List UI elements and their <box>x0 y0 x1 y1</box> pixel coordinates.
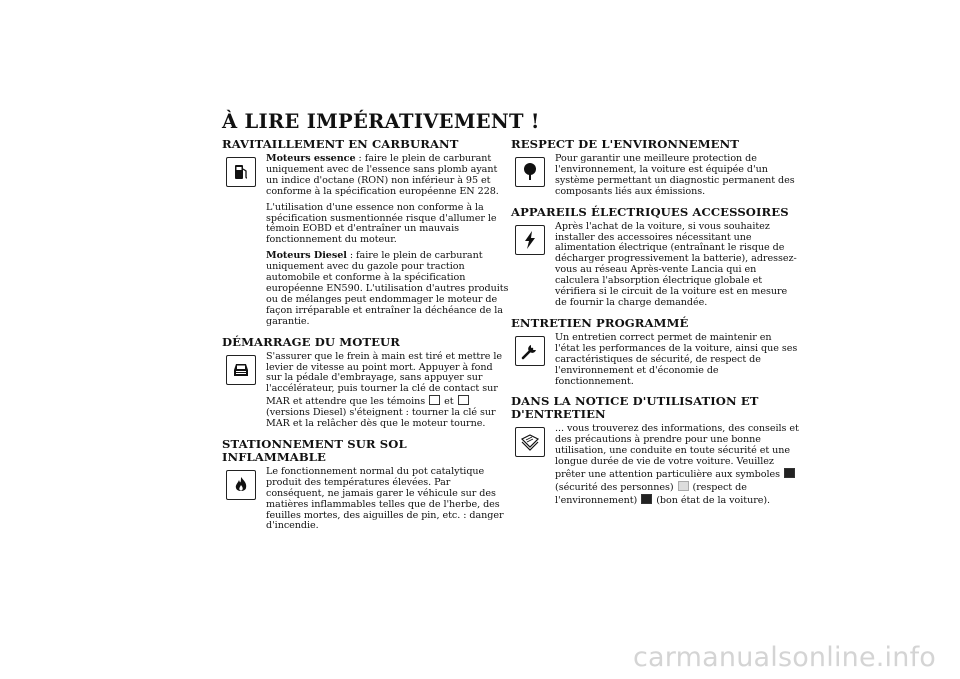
section-environnement <box>511 154 799 198</box>
right-column <box>511 138 799 515</box>
section-appareils <box>511 222 799 309</box>
section-notice <box>511 424 799 506</box>
warning-safety-icon <box>784 468 795 478</box>
page-title: À LIRE IMPÉRATIVEMENT ! <box>222 110 540 133</box>
text-environnement: Pour garantir une meilleure protection de l'environnement, la voiture est équipée d'un système permettant un diagnostic permanent des composants liés aux émissions. <box>555 153 795 197</box>
heading-appareils: APPAREILS ÉLECTRIQUES ACCESSOIRES <box>511 204 789 219</box>
lightning-icon <box>515 225 545 255</box>
heading-ravitaillement: RAVITAILLEMENT EN CARBURANT <box>222 137 459 151</box>
book-icon <box>515 427 545 457</box>
fuel-pump-icon <box>226 157 256 187</box>
wrench-icon <box>515 336 545 366</box>
heading-stationnement: STATIONNEMENT SUR SOL INFLAMMABLE <box>222 436 407 464</box>
text-diesel: Moteurs Diesel : faire le plein de carburant uniquement avec du gazole pour traction automobile et conforme à la spécification européenne EN590. L'utilisation d'autres produits ou de mélanges peut endommager le moteur de façon irréparable et entraîner la déchéance de la garantie. <box>266 250 509 327</box>
section-demarrage <box>222 352 510 430</box>
left-column <box>222 138 510 540</box>
text-essence: Moteurs essence : faire le plein de carburant uniquement avec de l'essence sans plomb ayant un indice d'octane (RON) non inférieur à 95 et conforme à la spécification européenne EN 228. <box>266 153 499 197</box>
text-eobd: L'utilisation d'une essence non conforme à la spécification susmentionnée risque d'allumer le témoin EOBD et d'entraîner un mauvais fonctionnement du moteur. <box>266 201 497 246</box>
text-demarrage: S'assurer que le frein à main est tiré et mettre le levier de vitesse au point mort. Appuyer à fond sur la pédale d'embrayage, sans appuyer sur l'accélérateur, puis tourner la clé de contact sur MAR et attendre que les témoins et (versions Diesel) s'éteignent : tourner la clé sur MAR et la relâcher dès que le moteur tourne. <box>266 350 503 430</box>
heading-demarrage: DÉMARRAGE DU MOTEUR <box>222 334 401 349</box>
car-icon <box>226 355 256 385</box>
tree-icon <box>515 157 545 187</box>
text-appareils: Après l'achat de la voiture, si vous souhaitez installer des accessoires nécessitant une alimentation électrique (entraînant le risque de décharger progressivement la batterie), adressez-vous au réseau Après-vente Lancia qui en calculera l'absorption électrique globale et vérifiera si le circuit de la voiture est en mesure de fournir la charge demandée. <box>555 220 797 308</box>
vehicle-care-icon <box>641 494 652 504</box>
section-entretien <box>511 333 799 388</box>
text-entretien: Un entretien correct permet de maintenir en l'état les performances de la voiture, ainsi que ses caractéristiques de sécurité, de respect de l'environnement et d'économie de fonctionnement. <box>555 331 798 387</box>
text-notice: ... vous trouverez des informations, des conseils et des précautions à prendre pour une bonne utilisation, une conduite en toute sécurité et une longue durée de vie de votre voiture. Veuillez prêter une attention particulière aux symboles (sécurité des personnes) (respect de l'environnement) (bon état de la voiture). <box>555 423 799 506</box>
text-stationnement: Le fonctionnement normal du pot catalytique produit des températures élevées. Par conséquent, ne jamais garer le véhicule sur des matières inflammables telles que de l'herbe, des feuilles mortes, des aiguilles de pin, etc. : danger d'incendie. <box>266 465 504 532</box>
section-ravitaillement <box>222 154 510 328</box>
flame-icon <box>226 470 256 500</box>
watermark: carmanualsonline.info <box>633 642 936 673</box>
heading-notice: DANS LA NOTICE D'UTILISATION ET D'ENTRETIEN <box>511 394 759 422</box>
section-stationnement <box>222 467 510 532</box>
engine-warning-icon <box>429 395 440 405</box>
environment-icon <box>678 481 689 491</box>
glow-plug-icon <box>458 395 469 405</box>
heading-environnement: RESPECT DE L'ENVIRONNEMENT <box>511 137 740 151</box>
heading-entretien: ENTRETIEN PROGRAMMÉ <box>511 315 689 330</box>
